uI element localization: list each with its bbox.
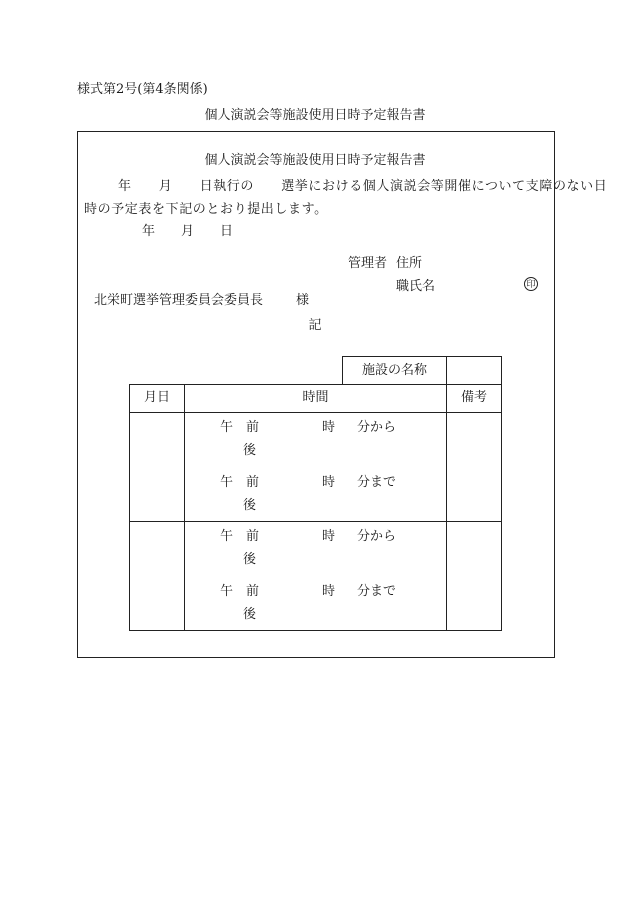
- minute-label: 分から: [357, 529, 397, 544]
- am-pm-label: 後: [243, 607, 257, 622]
- officer-name-label: 職氏名: [396, 279, 436, 294]
- table-border: [129, 384, 130, 631]
- table-border: [501, 356, 502, 631]
- form-number: 様式第2号(第4条関係): [77, 82, 208, 97]
- facility-name-label: 施設の名称: [361, 363, 427, 378]
- record-mark: 記: [308, 318, 322, 333]
- am-pm-label: 午 前: [220, 529, 260, 544]
- table-border: [184, 384, 185, 631]
- am-pm-label: 後: [243, 552, 257, 567]
- facility-name-value[interactable]: [447, 363, 501, 379]
- minute-label: 分まで: [357, 584, 397, 599]
- minute-label: 分まで: [357, 475, 397, 490]
- form-title: 個人演説会等施設使用日時予定報告書: [204, 153, 426, 168]
- body-text-line-2: 時の予定表を下記のとおり提出します。: [84, 202, 328, 217]
- column-header-time: 時間: [302, 390, 329, 405]
- minute-label: 分から: [357, 420, 397, 435]
- address-label: 住所: [396, 256, 423, 271]
- column-header-remarks: 備考: [460, 390, 487, 405]
- am-pm-label: 午 前: [220, 584, 260, 599]
- body-text-line-1: 年 月 日執行の 選挙における個人演説会等開催について支障のない日: [118, 179, 608, 194]
- hour-label: 時: [322, 420, 336, 435]
- date-line: 年 月 日: [142, 224, 234, 239]
- hour-label: 時: [322, 529, 336, 544]
- manager-label: 管理者: [348, 256, 388, 271]
- document-title: 個人演説会等施設使用日時予定報告書: [204, 108, 426, 123]
- am-pm-label: 後: [243, 443, 257, 458]
- hour-label: 時: [322, 584, 336, 599]
- table-border: [342, 356, 501, 357]
- column-header-date: 月日: [143, 390, 170, 405]
- am-pm-label: 午 前: [220, 475, 260, 490]
- hour-label: 時: [322, 475, 336, 490]
- am-pm-label: 後: [243, 498, 257, 513]
- am-pm-label: 午 前: [220, 420, 260, 435]
- addressee: 北栄町選挙管理委員会委員長: [94, 293, 264, 308]
- addressee-honorific: 様: [296, 293, 310, 308]
- seal-stamp-mark: 印: [524, 277, 538, 291]
